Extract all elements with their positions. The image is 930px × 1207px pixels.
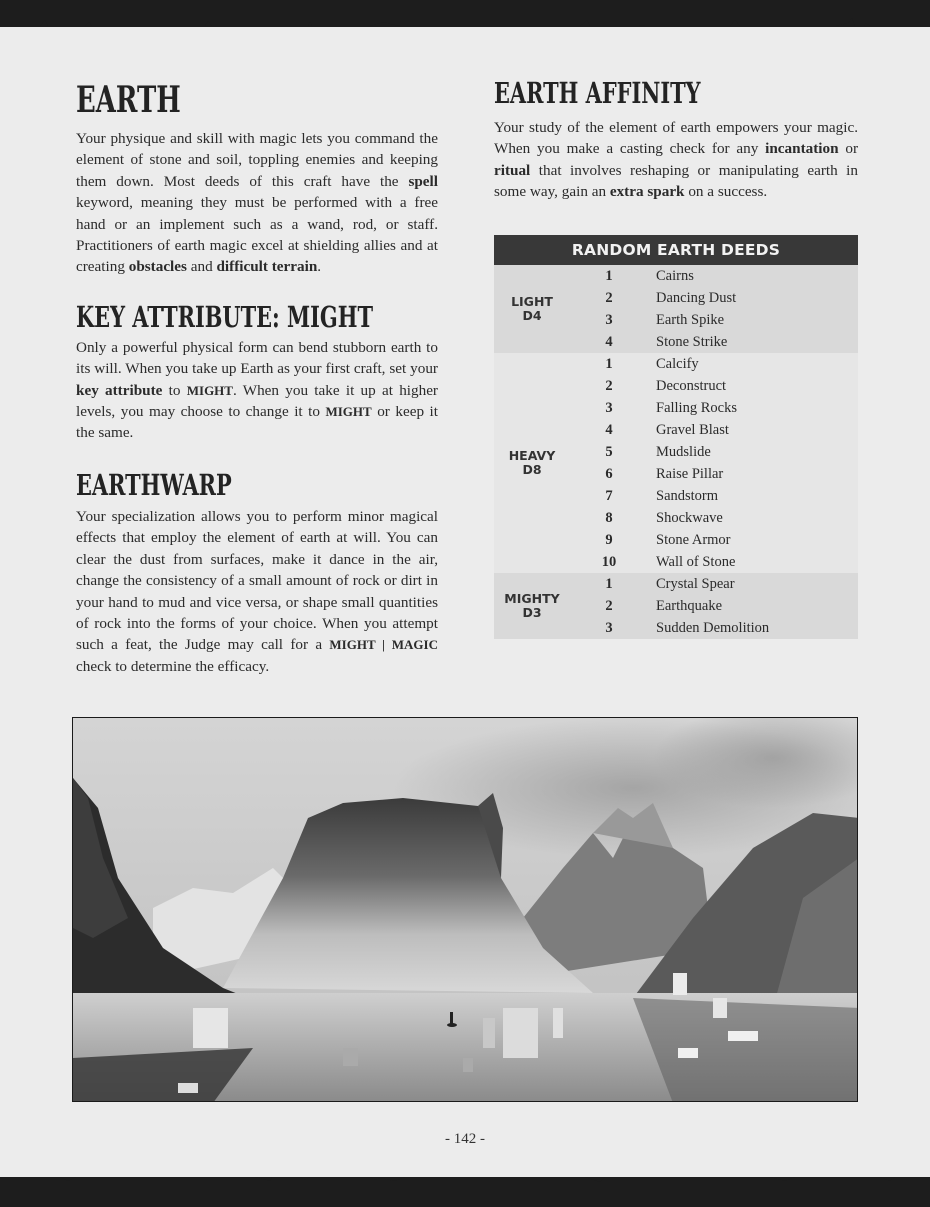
roll-number: 7: [605, 487, 613, 504]
deed-name: Stone Armor: [656, 531, 731, 548]
bold-term: ritual: [494, 161, 531, 179]
roll-number: 1: [605, 575, 613, 592]
group-label: [494, 265, 570, 353]
bold-term: extra spark: [609, 183, 685, 201]
text-run: Your physique and skill with magic lets you command the element of stone and soil, toppling enemies and keeping them down. Most deeds of this craft have the: [76, 130, 438, 190]
table-row: [570, 397, 858, 419]
deed-name: Shockwave: [656, 509, 723, 526]
random-earth-deeds-table: [494, 235, 858, 639]
bold-term: obstacles: [128, 258, 187, 276]
earth-affinity-description: [494, 117, 858, 203]
roll-number: 5: [605, 443, 613, 460]
text-run: or keep it the same.: [76, 403, 438, 442]
roll-number: 3: [605, 399, 613, 416]
text-run: keyword, meaning they must be performed with a free hand or an implement such as a wand, rod, or staff. Practitioners of earth magic excel at shielding allies and at creating: [76, 194, 438, 276]
roll-number: 3: [605, 311, 613, 328]
deed-name: Earthquake: [656, 597, 723, 614]
text-run: .: [317, 258, 322, 276]
deed-name: Wall of Stone: [656, 553, 736, 570]
attribute-term: MIGHT | MAGIC: [329, 637, 438, 653]
roll-number: 9: [605, 531, 613, 548]
text-run: on a success.: [684, 183, 768, 201]
group-die: D3: [522, 605, 542, 620]
deed-name: Sandstorm: [656, 487, 719, 504]
group-die: D8: [522, 462, 542, 477]
roll-number: 1: [605, 355, 613, 372]
group-label: [494, 353, 570, 573]
bold-term: incantation: [765, 140, 839, 158]
text-run: and: [186, 258, 217, 276]
table-row: [570, 287, 858, 309]
torn-edge-bottom: [0, 1170, 930, 1182]
table-row: [570, 375, 858, 397]
key-attribute-description: [76, 337, 438, 444]
deed-group-heavy: [494, 353, 858, 573]
deed-group-light: [494, 265, 858, 353]
deed-name: Raise Pillar: [656, 465, 724, 482]
text-run: or: [838, 140, 858, 158]
roll-number: 10: [601, 553, 617, 570]
text-run: that involves reshaping or manipulating earth in some way, gain an: [494, 161, 858, 201]
deed-name: Falling Rocks: [656, 399, 737, 416]
group-rows: [570, 353, 858, 573]
roll-number: 4: [605, 333, 613, 350]
deed-name: Sudden Demolition: [656, 619, 770, 636]
heading-earth: EARTH: [76, 79, 181, 121]
table-row: [570, 551, 858, 573]
group-tier: LIGHT: [511, 294, 553, 309]
attribute-term: MIGHT: [325, 404, 372, 420]
table-row: [570, 529, 858, 551]
roll-number: 2: [605, 289, 613, 306]
table-row: [570, 617, 858, 639]
right-column: [494, 76, 858, 203]
fjord-illustration: [72, 717, 858, 1102]
text-run: to: [162, 381, 187, 399]
deed-name: Mudslide: [656, 443, 711, 460]
deed-name: Stone Strike: [656, 333, 728, 350]
table-row: [570, 265, 858, 287]
deed-name: Crystal Spear: [656, 575, 735, 592]
text-run: check to determine the efficacy.: [76, 657, 270, 675]
table-row: [570, 485, 858, 507]
deed-group-mighty: [494, 573, 858, 639]
heading-earth-affinity: EARTH AFFINITY: [494, 76, 701, 110]
page-number: - 142 -: [445, 1131, 485, 1147]
text-run: . When you take it up at higher levels, you may choose to change it to: [76, 381, 438, 421]
roll-number: 2: [605, 597, 613, 614]
section-earth-affinity: [494, 76, 858, 203]
deed-name: Dancing Dust: [656, 289, 737, 306]
bold-term: spell: [408, 172, 438, 190]
heading-earthwarp: EARTHWARP: [76, 467, 232, 502]
table-row: [570, 441, 858, 463]
group-rows: [570, 265, 858, 353]
table-row: [570, 309, 858, 331]
group-tier: HEAVY: [508, 448, 556, 463]
torn-edge-top: [0, 17, 930, 29]
bold-term: difficult terrain: [216, 258, 318, 276]
deed-name: Deconstruct: [656, 377, 727, 394]
deed-name: Gravel Blast: [656, 421, 729, 438]
group-label: [494, 573, 570, 639]
table-row: [570, 507, 858, 529]
table-row: [570, 463, 858, 485]
table-title: RANDOM EARTH DEEDS: [494, 235, 858, 265]
deed-name: Earth Spike: [656, 311, 725, 328]
table-row: [570, 419, 858, 441]
left-column: [76, 80, 438, 677]
bold-term: key attribute: [76, 381, 163, 399]
text-run: Your study of the element of earth empowers your magic. When you make a casting check for any: [494, 119, 858, 158]
group-rows: [570, 573, 858, 639]
heading-key-attribute: KEY ATTRIBUTE: MIGHT: [76, 299, 374, 334]
roll-number: 6: [605, 465, 613, 482]
section-earthwarp: [76, 468, 438, 677]
deed-name: Cairns: [656, 267, 694, 284]
roll-number: 8: [605, 509, 613, 526]
roll-number: 3: [605, 619, 613, 636]
roll-number: 4: [605, 421, 613, 438]
table-row: [570, 573, 858, 595]
group-die: D4: [522, 308, 542, 323]
earthwarp-description: [76, 506, 438, 677]
roll-number: 1: [605, 267, 613, 284]
table-row: [570, 595, 858, 617]
roll-number: 2: [605, 377, 613, 394]
table-row: [570, 353, 858, 375]
group-tier: MIGHTY: [504, 591, 560, 606]
text-run: Only a powerful physical form can bend stubborn earth to its will. When you take up Earth as your first craft, set your: [76, 338, 438, 378]
table-row: [570, 331, 858, 353]
text-run: Your specialization allows you to perform minor magical effects that employ the element of earth at will. You can clear the dust from surfaces, make it dance in the air, change the consistency of a small amount of rock or dirt in your hand to mud and vice versa, or shape small quantities of rock into the forms of your choice. When you attempt such a feat, the Judge may call for a: [76, 507, 438, 654]
section-earth: [76, 80, 438, 278]
section-key-attribute: [76, 300, 438, 444]
deed-name: Calcify: [656, 355, 699, 372]
landscape-image: [73, 718, 858, 1102]
attribute-term: MIGHT: [186, 382, 233, 398]
table-body: [494, 265, 858, 639]
earth-description: [76, 128, 438, 278]
